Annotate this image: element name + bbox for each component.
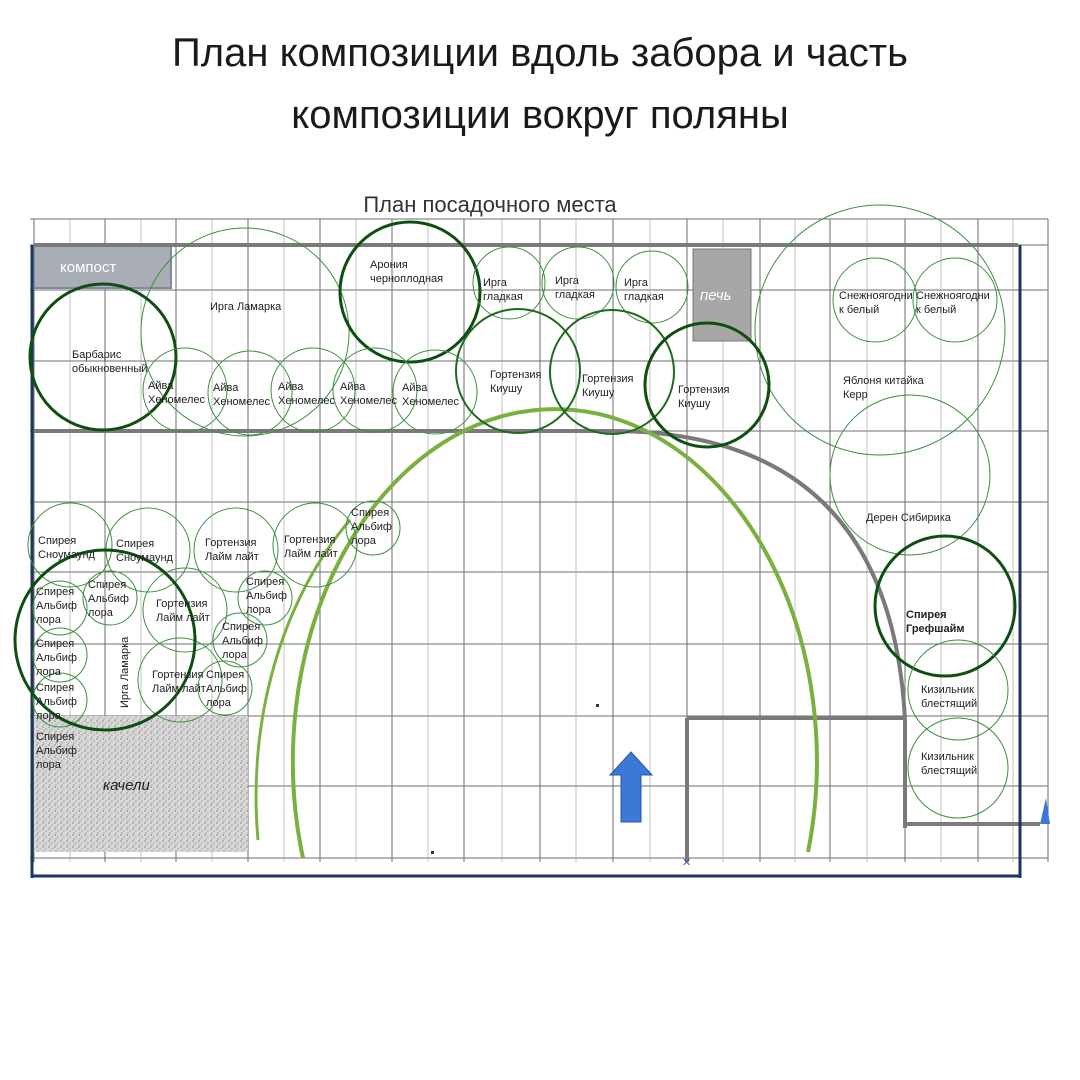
plant-label-line: Спирея [351,507,390,519]
plant-label-line: гладкая [483,291,523,303]
plant-label-line: Ирга [555,275,579,287]
plant-label-line: лора [88,607,113,619]
plant-label-snezhnoyagodnik-2 [916,290,990,316]
plan-caption: План посадочного места [363,192,617,217]
plant-label-spireya-albiflora-3 [88,579,129,619]
plant-label-yablonya [843,375,925,401]
plant-label-line: Гортензия [205,537,257,549]
plant-label-ayva-4 [340,381,397,407]
plant-label-line: Альбиф [36,696,77,708]
plant-label-line: блестящий [921,765,978,777]
plant-label-line: Кизильник [921,751,974,763]
plant-label-spireya-albiflora-8 [206,669,247,709]
plant-label-line: гладкая [555,289,595,301]
plant-label-line: Айва [148,380,174,392]
plant-label-line: Керр [843,389,868,401]
plant-label-line: Айва [402,382,428,394]
plant-label-gortenziya-kiyushu-2 [582,373,634,399]
plant-label-line: лора [36,614,61,626]
plant-label-kizilnik-1 [921,684,977,710]
plant-label-line: Альбиф [351,521,392,533]
plant-label-line: Спирея [246,576,285,588]
plant-label-line: Альбиф [206,683,247,695]
plant-label-line: Ирга Ламарка [210,301,282,313]
plant-label-irga-gladkaya-2 [555,275,595,301]
plant-label-line: Гортензия [678,384,730,396]
plant-label-line: Хеномелес [213,396,270,408]
plant-label-line: Спирея [116,538,155,550]
plant-label-line: Киушу [490,383,523,395]
stove-label: печь [700,287,732,304]
plant-label-line: Спирея [906,609,947,621]
plant-label-line: Спирея [36,731,75,743]
plant-label-spireya-snoumaund-1 [38,535,96,561]
plant-label-line: к белый [916,304,957,316]
marker-dot [596,704,599,707]
plant-circle-gortenziya-laym-3 [143,568,227,652]
curved-path [610,431,905,828]
plant-label-line: лора [222,649,247,661]
plant-label-spireya-albiflora-6 [36,638,77,678]
cross-marker-icon: ✕ [682,856,692,869]
plant-label-line: к белый [839,304,880,316]
lawn-arc-outer [293,409,817,858]
plant-label-deren [866,512,952,524]
plant-label-line: Айва [213,382,239,394]
plant-label-aronia [370,259,443,285]
plant-label-line: Сноумаунд [38,549,95,561]
plant-label-line: Хеномелес [278,395,335,407]
page-title-line-2: композиции вокруг поляны [291,93,789,137]
plant-label-line: Спирея [36,586,75,598]
plant-label-ayva-5 [402,382,459,408]
plant-label-line: Гортензия [582,373,634,385]
plant-label-snezhnoyagodnik-1 [839,290,913,316]
plant-label-line: лора [246,604,271,616]
plant-label-line: Ирга [624,277,648,289]
plant-circle-deren [830,395,990,555]
plant-label-spireya-albiflora-1 [351,507,392,547]
plant-label-line: Спирея [36,638,75,650]
plant-label-line: Ирга [483,277,507,289]
plant-label-line: черноплодная [370,273,444,285]
plant-label-gortenziya-laym-1 [205,537,259,563]
plant-label-line: Гортензия [490,369,542,381]
plant-label-line: Спирея [222,621,261,633]
plant-label-gortenziya-laym-3 [156,598,210,624]
plant-label-line: Спирея [36,682,75,694]
plant-label-line: блестящий [921,698,978,710]
plant-label-line: лора [351,535,376,547]
plant-label-irga-lamarka-vertical: Ирга Ламарка [119,636,131,708]
page-title [0,22,1080,146]
plant-label-line: Айва [278,381,304,393]
plant-label-line: лора [36,710,61,722]
plant-label-line: Альбиф [36,652,77,664]
plant-label-line: Хеномелес [340,395,397,407]
plant-label-ayva-1 [148,380,205,406]
plant-label-line: Яблоня китайка [843,375,924,387]
compost-label: компост [60,259,117,276]
plant-label-line: Гортензия [156,598,208,610]
planting-plan [0,180,1080,900]
plant-label-line: Лайм лайт [152,683,206,695]
plant-label-kizilnik-2 [921,751,977,777]
plant-label-line: Айва [340,381,366,393]
plant-label-line: Снежноягодни [916,290,990,302]
plant-circle-yablonya [755,205,1005,455]
plant-label-ayva-3 [278,381,335,407]
plant-label-line: Барбарис [72,349,122,361]
plant-label-line: Альбиф [36,745,77,757]
plant-label-line: Киушу [678,398,711,410]
entrance-arrow-icon [610,752,652,822]
plant-label-line: Альбиф [36,600,77,612]
plant-label-spireya-albiflora-2 [36,586,77,626]
plant-label-line: лора [206,697,231,709]
plant-label-barbaris [72,349,147,375]
plant-label-gortenziya-kiyushu-3 [678,384,730,410]
plant-label-line: лора [36,666,61,678]
page-title-line-1: План композиции вдоль забора и часть [172,31,908,75]
plant-label-line: Лайм лайт [156,612,210,624]
plant-label-line: Спирея [88,579,127,591]
plant-label-line: Спирея [206,669,245,681]
plant-label-line: Хеномелес [148,394,205,406]
plant-label-line: Сноумаунд [116,552,173,564]
plant-label-line: обыкновенный [72,363,148,375]
plant-label-line: Дерен Сибирика [866,512,951,524]
plant-label-spireya-grefsheym [906,609,964,635]
plant-labels [36,259,990,777]
plant-label-line: Альбиф [222,635,263,647]
plant-label-line: Снежноягодни [839,290,913,302]
plant-label-gortenziya-kiyushu-1 [490,369,542,395]
plant-label-line: Альбиф [246,590,287,602]
plant-label-line: Грефшайм [906,623,965,635]
swing-label: качели [103,777,150,794]
plant-label-irga-lamarka [210,301,282,313]
plant-label-line: Кизильник [921,684,974,696]
plant-label-line: Гортензия [284,534,336,546]
plant-label-spireya-albiflora-5 [222,621,263,661]
plant-label-line: Хеномелес [402,396,459,408]
plant-label-gortenziya-laym-4 [152,669,206,695]
plant-label-line: гладкая [624,291,664,303]
plant-label-line: Киушу [582,387,615,399]
marker-dot-2 [431,851,434,854]
plant-label-ayva-2 [213,382,270,408]
plant-label-line: Спирея [38,535,77,547]
plant-label-spireya-albiflora-4 [246,576,287,616]
plant-label-line: Альбиф [88,593,129,605]
plant-label-line: Лайм лайт [284,548,338,560]
plant-label-line: Гортензия [152,669,204,681]
plant-label-line: Лайм лайт [205,551,259,563]
plant-label-line: лора [36,759,61,771]
plant-label-line: Арония [370,259,408,271]
